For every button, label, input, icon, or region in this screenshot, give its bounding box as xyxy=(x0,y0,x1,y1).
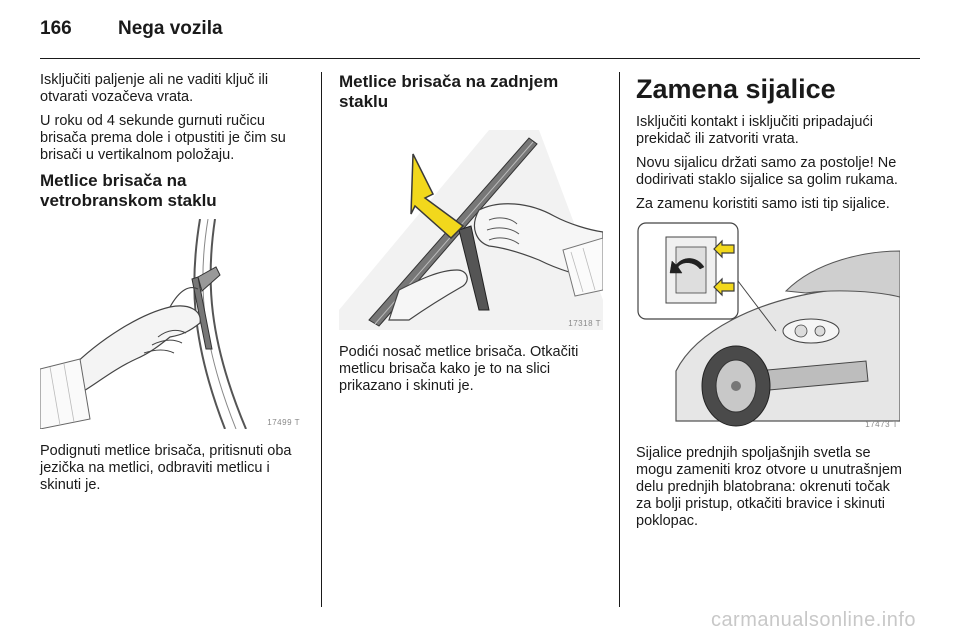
paragraph-ignition: Isključiti paljenje ali ne vaditi ključ ili otvarati vozačeva vrata. xyxy=(40,72,269,105)
page-header xyxy=(40,18,223,48)
paragraph-switch-off: Isključiti kontakt i isključiti pripadajući prekidač ili zatvoriti vrata. xyxy=(636,114,873,147)
heading-rear-wipers: Metlice brisača na zadnjem staklu xyxy=(339,72,559,111)
paragraph-front-lights: Sijalice prednjih spoljašnjih svetla se mogu zameniti kroz otvore u unutrašnjem delu prednjih blatobrana: okrenuti točak za bolji pristup, otkačiti bravice i skinuti poklopac. xyxy=(636,445,902,529)
figure-code: 17318 T xyxy=(568,319,601,328)
paragraph-wiper-lever: U roku od 4 sekunde gurnuti ručicu brisača prema dole i otpustiti je čim su brisači u vertikalnom položaju. xyxy=(40,113,286,163)
column-3 xyxy=(636,72,906,537)
page-number: 166 xyxy=(40,18,72,39)
heading-bulb-replacement: Zamena sijalice xyxy=(636,74,836,104)
figure-code: 17473 T xyxy=(865,420,898,429)
car-headlight-drawing xyxy=(636,221,900,431)
paragraph-lift-wipers: Podignuti metlice brisača, pritisnuti oba jezička na metlici, odbraviti metlicu i skinuti je. xyxy=(40,443,292,493)
illustration-rear-wiper xyxy=(339,120,603,330)
windscreen-wiper-drawing xyxy=(40,219,302,429)
column-divider-1 xyxy=(321,72,322,607)
column-2 xyxy=(339,72,605,402)
paragraph-same-type: Za zamenu koristiti samo isti tip sijalice. xyxy=(636,196,890,212)
column-divider-2 xyxy=(619,72,620,607)
paragraph-hold-bulb: Novu sijalicu držati samo za postolje! Ne dodirivati staklo sijalice sa golim rukama. xyxy=(636,155,898,188)
watermark: carmanualsonline.info xyxy=(710,609,916,631)
header-rule xyxy=(40,58,920,59)
illustration-windscreen-wiper xyxy=(40,219,302,429)
heading-windscreen-wipers: Metlice brisača na vetrobranskom staklu xyxy=(40,171,217,210)
illustration-car-headlight xyxy=(636,221,900,431)
page-title: Nega vozila xyxy=(118,18,223,39)
figure-code: 17499 T xyxy=(267,418,300,427)
paragraph-remove-rear-wiper: Podići nosač metlice brisača. Otkačiti metlicu brisača kako je to na slici prikazano i skinuti je. xyxy=(339,344,579,394)
column-1 xyxy=(40,72,306,501)
rear-wiper-drawing xyxy=(339,120,603,330)
